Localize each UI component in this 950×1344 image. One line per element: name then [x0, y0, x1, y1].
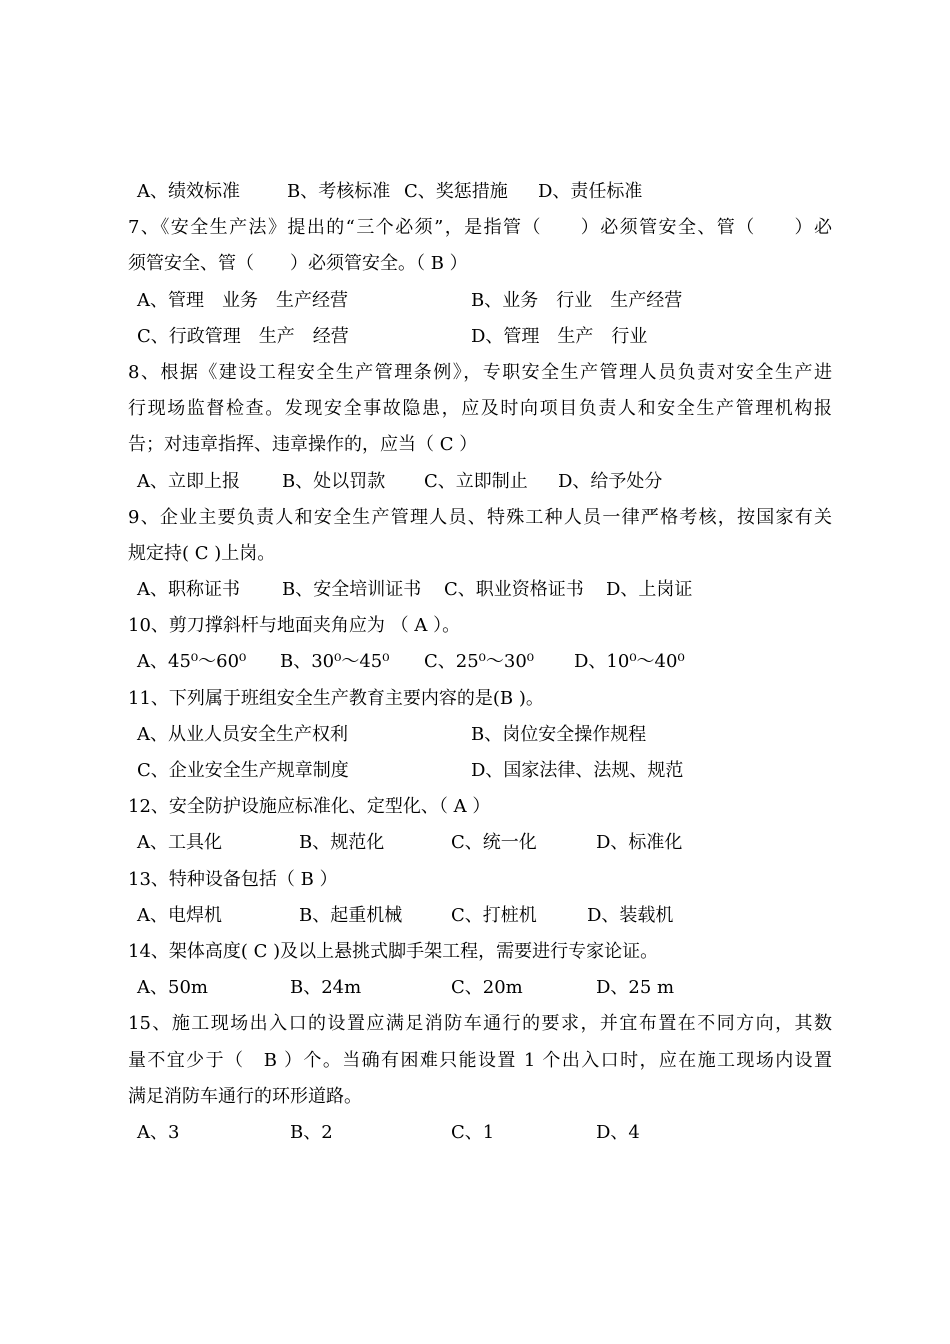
q9-stem-line-1: 9、企业主要负责人和安全生产管理人员、特殊工种人员一律严格考核，按国家有关	[128, 506, 832, 528]
q7-option-d: D、管理 生产 行业	[471, 325, 648, 347]
q6-options-row	[0, 174, 950, 210]
q14-option-b: B、24m	[290, 977, 362, 999]
q9-option-d: D、上岗证	[606, 579, 693, 601]
q7-options-row-1	[0, 283, 950, 319]
q12-option-d: D、标准化	[596, 832, 683, 854]
q13-stem: 13、特种设备包括（ B ）	[128, 868, 338, 890]
q10-options-row	[0, 644, 950, 680]
q8-stem-line-1-row	[0, 355, 950, 391]
q11-option-d: D、国家法律、法规、规范	[471, 760, 684, 781]
q10-option-b: B、30⁰～45⁰	[280, 651, 390, 673]
q15-option-b: B、2	[290, 1121, 333, 1143]
q9-stem-line-2: 规定持( C )上岗。	[128, 542, 276, 564]
q8-stem-line-3-row	[0, 427, 950, 463]
q14-option-c: C、20m	[451, 977, 523, 999]
q15-option-a: A、3	[137, 1121, 180, 1143]
q6-option-b: B、考核标准	[287, 181, 391, 202]
q7-option-a: A、管理 业务 生产经营	[137, 289, 348, 311]
q8-option-a: A、立即上报	[137, 470, 240, 492]
q10-option-d: D、10⁰～40⁰	[574, 651, 685, 673]
q12-option-b: B、规范化	[299, 832, 385, 854]
q8-stem-line-2: 行现场监督检查。发现安全事故隐患，应及时向项目负责人和安全生产管理机构报	[128, 398, 832, 420]
q11-option-c: C、企业安全生产规章制度	[137, 760, 349, 781]
q10-option-c: C、25⁰～30⁰	[424, 651, 535, 673]
q9-option-a: A、职称证书	[137, 579, 240, 601]
q13-stem-row	[0, 862, 950, 898]
q15-stem-line-2: 量不宜少于（ B ）个。当确有困难只能设置 1 个出入口时，应在施工现场内设置	[128, 1049, 832, 1071]
q14-stem-row	[0, 934, 950, 970]
q13-option-c: C、打桩机	[451, 904, 537, 926]
q8-stem-line-2-row	[0, 391, 950, 427]
q11-option-a: A、从业人员安全生产权利	[137, 723, 348, 745]
q13-option-a: A、电焊机	[137, 904, 222, 926]
q8-option-d: D、给予处分	[558, 470, 663, 492]
q7-stem-line-2: 须管安全、管（ ）必须管安全。（ B ）	[128, 253, 468, 275]
q12-option-a: A、工具化	[137, 832, 222, 854]
q7-option-b: B、业务 行业 生产经营	[471, 289, 683, 311]
q6-option-d: D、责任标准	[538, 181, 643, 202]
q15-stem-line-1-row	[0, 1006, 950, 1042]
q8-option-c: C、立即制止	[424, 470, 528, 492]
q15-stem-line-3: 满足消防车通行的环形道路。	[128, 1085, 362, 1107]
q7-stem-line-2-row	[0, 246, 950, 282]
q7-stem-line-1-row	[0, 210, 950, 246]
q12-stem-row	[0, 789, 950, 825]
q9-stem-line-1-row	[0, 500, 950, 536]
q9-options-row	[0, 572, 950, 608]
q10-stem: 10、剪刀撑斜杆与地面夹角应为 （ A ）。	[128, 615, 461, 637]
q7-options-row-2	[0, 319, 950, 355]
q12-stem: 12、安全防护设施应标准化、定型化、（ A ）	[128, 796, 491, 818]
q6-option-a: A、绩效标准	[137, 181, 240, 202]
q15-option-d: D、4	[596, 1121, 640, 1143]
q15-stem-line-3-row	[0, 1079, 950, 1115]
q14-option-d: D、25 m	[596, 977, 675, 999]
q14-options-row	[0, 970, 950, 1006]
q6-option-c: C、奖惩措施	[404, 181, 508, 202]
q10-stem-row	[0, 608, 950, 644]
q8-stem-line-1: 8、根据《建设工程安全生产管理条例》，专职安全生产管理人员负责对安全生产进	[128, 361, 832, 383]
q12-option-c: C、统一化	[451, 832, 537, 854]
q15-option-c: C、1	[451, 1121, 495, 1143]
q11-stem-row	[0, 681, 950, 717]
q9-stem-line-2-row	[0, 536, 950, 572]
q15-stem-line-1: 15、施工现场出入口的设置应满足消防车通行的要求，并宜布置在不同方向，其数	[128, 1013, 832, 1035]
q14-stem: 14、架体高度( C )及以上悬挑式脚手架工程，需要进行专家论证。	[128, 940, 659, 962]
q9-option-b: B、安全培训证书	[282, 579, 422, 601]
q9-option-c: C、职业资格证书	[444, 579, 584, 601]
q11-stem: 11、下列属于班组安全生产教育主要内容的是(B )。	[128, 687, 544, 709]
q15-options-row	[0, 1115, 950, 1151]
q12-options-row	[0, 825, 950, 861]
q13-option-b: B、起重机械	[299, 904, 403, 926]
q8-option-b: B、处以罚款	[282, 470, 386, 492]
q8-options-row	[0, 464, 950, 500]
q11-options-row-2	[0, 753, 950, 789]
q11-option-b: B、岗位安全操作规程	[471, 723, 647, 745]
q10-option-a: A、45⁰～60⁰	[137, 651, 247, 673]
q13-options-row	[0, 898, 950, 934]
q8-stem-line-3: 告；对违章指挥、违章操作的，应当（ C ）	[128, 434, 478, 456]
q11-options-row-1	[0, 717, 950, 753]
q7-stem-line-1: 7、《安全生产法》提出的“三个必须”，是指管（ ）必须管安全、管（ ）必	[128, 217, 832, 239]
q13-option-d: D、装载机	[587, 904, 674, 926]
q15-stem-line-2-row	[0, 1043, 950, 1079]
q14-option-a: A、50m	[137, 977, 208, 999]
q7-option-c: C、行政管理 生产 经营	[137, 325, 349, 347]
